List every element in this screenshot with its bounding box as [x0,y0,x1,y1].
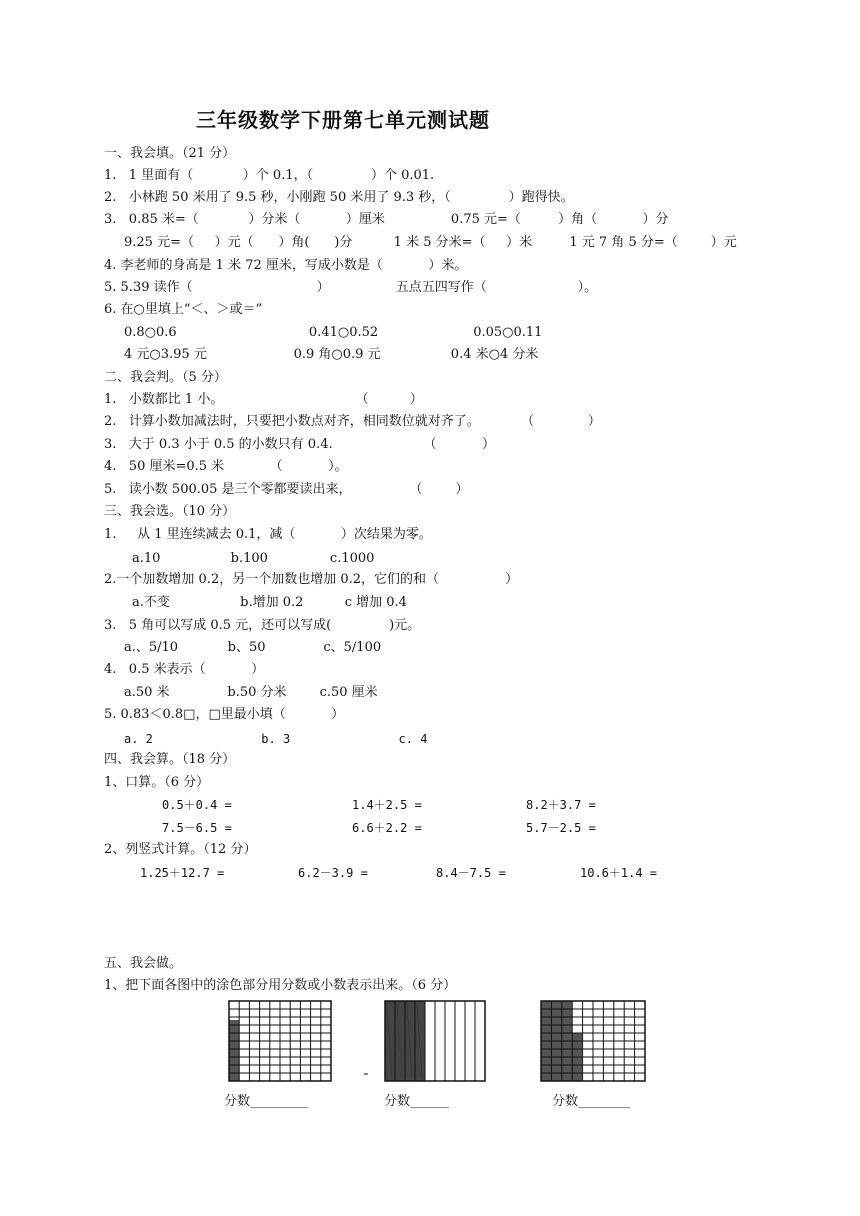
oral-calc-3: 8.2＋3.7 = [526,798,596,812]
question-1-2: 2. 小林跑 50 米用了 9.5 秒，小刚跑 50 米用了 9.3 秒，（ ）跑得快。 [104,190,574,205]
question-2-5: 5. 读小数 500.05 是三个零都要读出来， （ ） [104,482,469,497]
oral-calc-5: 6.6＋2.2 = [352,821,422,835]
question-3-3: 3. 5 角可以写成 0.5 元，还可以写成( )元。 [104,618,421,633]
vertical-calc-1: 1.25＋12.7 = [140,866,225,880]
question-1-4: 4. 李老师的身高是 1 米 72 厘米，写成小数是（ ）米。 [104,258,468,273]
question-3-2-options: a.不变 b.增加 0.2 c 增加 0.4 [132,595,407,610]
oral-calc-1: 0.5＋0.4 = [162,798,232,812]
question-3-3-options: a.、5/10 b、50 c、5/100 [124,640,382,655]
oral-calc-2: 1.4＋2.5 = [352,798,422,812]
section-4-2-heading: 2、列竖式计算。（12 分） [104,842,257,857]
section-3-heading: 三、我会选。（10 分） [104,504,236,519]
vertical-calc-4: 10.6＋1.4 = [580,866,658,880]
question-3-5-options: a. 2 b. 3 c. 4 [124,732,428,746]
question-2-3: 3. 大于 0.3 小于 0.5 的小数只有 0.4. （ ） [104,437,495,452]
section-4-1-heading: 1、口算。（6 分） [104,775,210,790]
question-1-1: 1. 1 里面有（ ）个 0.1，（ ）个 0.01. [104,168,435,183]
figure-grid-3 [540,1000,646,1082]
figure-grid-1 [228,1000,332,1082]
oral-calc-4: 7.5－6.5 = [162,821,232,835]
section-5-1-heading: 1、把下面各图中的涂色部分用分数或小数表示出来。（6 分） [104,978,457,993]
vertical-calc-2: 6.2－3.9 = [298,866,368,880]
question-1-5: 5. 5.39 读作（ ） 五点五四写作（ ）。 [104,280,598,295]
scan-speck [364,1073,368,1075]
section-5-heading: 五、我会做。 [104,956,183,971]
caption-figure-2: 分数______ [384,1094,450,1109]
question-1-3b: 9.25 元=（ ）元（ ）角( )分 1 米 5 分米=（ ）米 1 元 7 角 5 分=（ ）元 [124,235,737,250]
question-2-4: 4. 50 厘米=0.5 米 （ ）。 [104,459,348,474]
page-title: 三年级数学下册第七单元测试题 [196,108,490,132]
section-2-heading: 二、我会判。（5 分） [104,370,227,385]
section-4-heading: 四、我会算。（18 分） [104,752,236,767]
question-3-4-options: a.50 米 b.50 分米 c.50 厘米 [124,685,378,700]
question-3-1: 1. 从 1 里连续减去 0.1，减（ ）次结果为零。 [104,527,432,542]
vertical-calc-3: 8.4－7.5 = [436,866,506,880]
question-3-4: 4. 0.5 米表示（ ） [104,662,265,677]
figure-strips-2 [384,1000,486,1082]
caption-figure-1: 分数_________ [224,1094,309,1109]
oral-calc-6: 5.7－2.5 = [526,821,596,835]
question-3-5: 5. 0.83＜0.8□，□里最小填（ ） [104,707,345,722]
section-1-heading: 一、我会填。（21 分） [104,146,236,161]
question-3-1-options: a.10 b.100 c.1000 [132,551,375,566]
question-1-3a: 3. 0.85 米=（ ）分米（ ）厘米 0.75 元=（ ）角（ ）分 [104,212,669,227]
question-2-2: 2. 计算小数加减法时，只要把小数点对齐，相同数位就对齐了。 （ ） [104,414,601,429]
question-1-6-row-a: 0.8○0.6 0.41○0.52 0.05○0.11 [124,325,543,340]
question-3-2: 2.一个加数增加 0.2，另一个加数也增加 0.2，它们的和（ ） [104,572,519,587]
figure-1-shaded-column [229,1020,239,1081]
question-1-6: 6. 在○里填上“＜、＞或＝” [104,302,263,317]
question-1-6-row-b: 4 元○3.95 元 0.9 角○0.9 元 0.4 米○4 分米 [124,347,539,362]
caption-figure-3: 分数________ [552,1094,631,1109]
question-2-1: 1. 小数都比 1 小。 （ ） [104,392,423,407]
